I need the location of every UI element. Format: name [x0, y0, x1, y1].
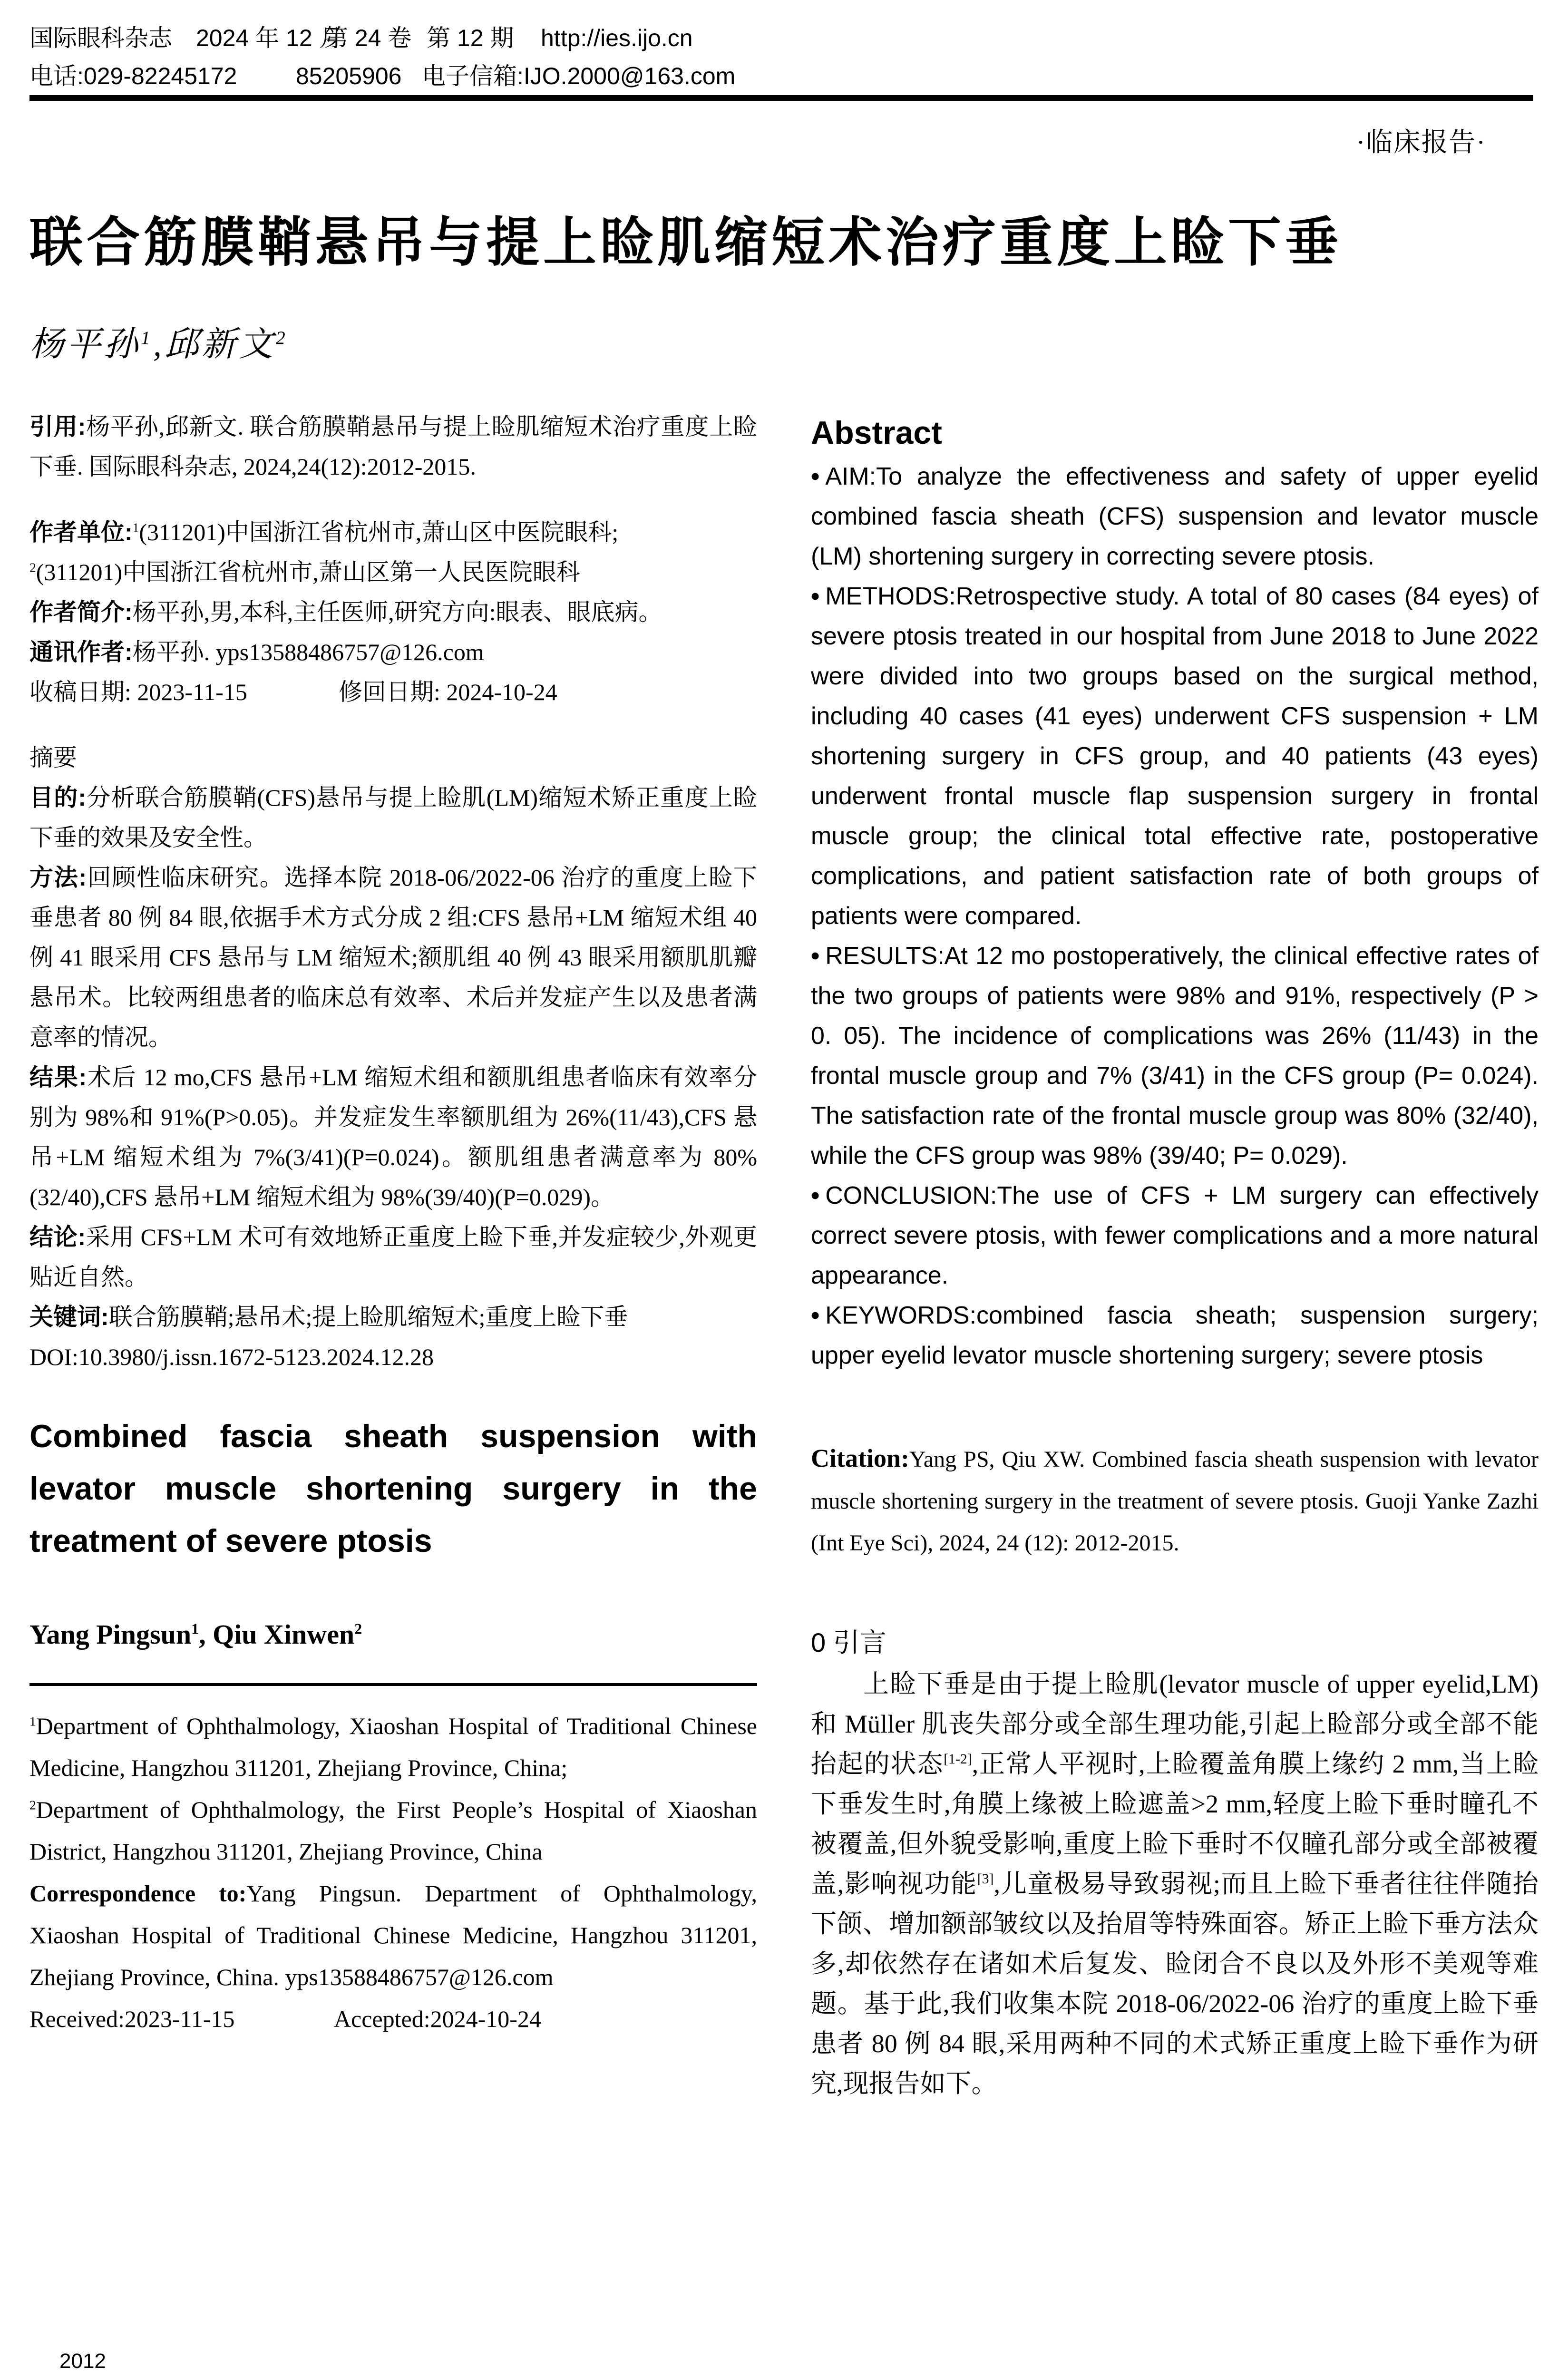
affiliation-label: 作者单位:: [29, 519, 133, 546]
conclusion-cn: [29, 1217, 757, 1297]
column-label: ·临床报告·: [1356, 128, 1486, 157]
methods-en-label: METHODS:: [825, 583, 956, 610]
en-affiliation-2: [29, 1789, 757, 1872]
issue-date: 2024 年 12 月: [196, 25, 343, 51]
en-author-2-sup: 2: [354, 1620, 362, 1637]
keywords-cn-label: 关键词:: [29, 1304, 109, 1330]
accepted-en: Accepted:2024-10-24: [334, 2006, 541, 2032]
aim-cn-label: 目的:: [29, 784, 87, 811]
bullet-icon: •: [811, 583, 820, 610]
intro-text-2: ,正常人平视时,上睑覆盖角膜上缘约 2 mm,当上睑下垂发生时,角膜上缘被上睑遮盖>2 mm,轻度上睑下垂时瞳孔不被覆盖,但外貌受影响,重度上睑下垂时不仅瞳孔部分或全部被覆盖,影响视功能: [811, 1750, 1539, 1898]
en-author-1: Yang Pingsun: [29, 1619, 192, 1650]
bullet-icon: •: [811, 463, 820, 490]
conclusion-cn-label: 结论:: [29, 1224, 86, 1250]
journal-name: 国际眼科杂志: [29, 25, 172, 51]
bullet-icon: •: [811, 1182, 820, 1209]
article-title-en: Combined fascia sheath suspension with levator muscle shortening surgery in the treatment of severe ptosis: [29, 1418, 757, 1559]
reference-link-2[interactable]: [3]: [977, 1871, 994, 1887]
bullet-icon: •: [811, 1302, 820, 1329]
intro-paragraph: [811, 1664, 1539, 2104]
corresponding-author: [29, 632, 757, 672]
en-author-1-sup: 1: [191, 1620, 199, 1637]
en-affil-1-sup: 1: [29, 1714, 36, 1729]
citation-en: [811, 1437, 1539, 1564]
en-affil-2-sup: 2: [29, 1797, 36, 1812]
keywords-en: [811, 1296, 1539, 1375]
citation-en-text: Yang PS, Qiu XW. Combined fascia sheath suspension with levator muscle shortening surgery in the treatment of severe ptosis. Guoji Yanke Zazhi (Int Eye Sci), 2024, 24 (12): 2012-2015.: [811, 1447, 1539, 1556]
affiliations-en: [29, 1705, 757, 2040]
affiliation-1: (311201)中国浙江省杭州市,萧山区中医院眼科;: [139, 519, 619, 546]
phone: 电话:029-82245172: [29, 63, 237, 89]
conclusion-en: [811, 1176, 1539, 1296]
corr-en-label: Correspondence to:: [29, 1880, 247, 1907]
methods-cn-label: 方法:: [29, 864, 87, 891]
aim-cn: [29, 778, 757, 857]
citation-cn: [29, 407, 757, 487]
results-cn: [29, 1057, 757, 1217]
header-rule: [29, 95, 1533, 101]
en-author-2: Qiu Xinwen: [213, 1619, 355, 1650]
keywords-en-text: combined fascia sheath; suspension surgery; upper eyelid levator muscle shortening surgery; severe ptosis: [811, 1302, 1539, 1369]
authors-cn: [29, 316, 288, 366]
affil-1-sup: 1: [132, 520, 139, 535]
methods-cn: [29, 857, 757, 1057]
results-en: [811, 936, 1539, 1176]
author-2-affil: 2: [275, 327, 288, 348]
author-2: 邱新文: [164, 325, 276, 363]
results-cn-text: 术后 12 mo,CFS 悬吊+LM 缩短术组和额肌组患者临床有效率分别为 98%和 91%(P>0.05)。并发症发生率额肌组为 26%(11/43),CFS 悬吊+LM 缩短术组为 7%(3/41)(P=0.024)。额肌组患者满意率为 80%(32/40),CFS 悬吊+LM 缩短术组为 98%(39/40)(P=0.029)。: [29, 1064, 757, 1210]
en-affiliation-1: [29, 1705, 757, 1789]
page-number: 2012: [59, 2349, 106, 2373]
running-header: [29, 19, 876, 95]
en-author-sep: ,: [199, 1619, 213, 1650]
aim-en: [811, 457, 1539, 576]
intro-text-1: 上睑下垂是由于提上睑肌(levator muscle of upper eyelid,LM)和 Müller 肌丧失部分或全部生理功能,引起上睑部分或全部不能抬起的状态: [811, 1670, 1539, 1778]
phone-2: 85205906: [296, 63, 402, 89]
bullet-icon: •: [811, 942, 820, 970]
left-column: [29, 407, 757, 2040]
abstract-heading-en: Abstract: [811, 415, 942, 451]
results-cn-label: 结果:: [29, 1064, 87, 1091]
conclusion-en-label: CONCLUSION:: [825, 1182, 997, 1209]
intro-text-3: ,儿童极易导致弱视;而且上睑下垂者往往伴随抬下颌、增加额部皱纹以及抬眉等特殊面容。矫正上睑下垂方法众多,却依然存在诸如术后复发、睑闭合不良以及外形不美观等难题。基于此,我们收集本院 2018-06/2022-06 治疗的重度上睑下垂患者 80 例 84 眼,采用两种不同的术式矫正重度上睑下垂作为研究,现报告如下。: [811, 1870, 1539, 2098]
received-date-cn: 收稿日期: 2023-11-15: [29, 679, 247, 705]
corr-label: 通讯作者:: [29, 639, 133, 665]
aim-en-label: AIM:: [825, 463, 877, 490]
abstract-heading-cn: 摘要: [29, 744, 77, 771]
revised-date-cn: 修回日期: 2024-10-24: [339, 679, 557, 705]
citation-cn-text: 杨平孙,邱新文. 联合筋膜鞘悬吊与提上睑肌缩短术治疗重度上睑下垂. 国际眼科杂志, 2024,24(12):2012-2015.: [29, 413, 758, 480]
bio-text: 杨平孙,男,本科,主任医师,研究方向:眼表、眼底病。: [132, 599, 662, 625]
affil-2-sup: 2: [29, 560, 36, 575]
affiliation-2: (311201)中国浙江省杭州市,萧山区第一人民医院眼科: [36, 559, 580, 585]
bio-label: 作者简介:: [29, 599, 133, 625]
right-column: [811, 409, 1539, 2104]
author-sep: ,: [153, 325, 165, 363]
corr-text[interactable]: 杨平孙. yps13588486757@126.com: [132, 639, 484, 665]
intro-heading: 0 引言: [811, 1627, 886, 1657]
methods-cn-text: 回顾性临床研究。选择本院 2018-06/2022-06 治疗的重度上睑下垂患者 80 例 84 眼,依据手术方式分成 2 组:CFS 悬吊+LM 缩短术组 40 例 41 眼采用 CFS 悬吊与 LM 缩短术;额肌组 40 例 43 眼采用额肌肌瓣悬吊术。比较两组患者的临床总有效率、术后并发症产生以及患者满意率的情况。: [29, 864, 757, 1051]
dates-en: [29, 1998, 757, 2040]
author-1: 杨平孙: [29, 325, 141, 363]
results-en-label: RESULTS:: [825, 942, 945, 970]
corr-en-text: Yang Pingsun. Department of Ophthalmology, Xiaoshan Hospital of Traditional Chinese Medicine, Hangzhou 311201, Zhejiang Province, China. yps13588486757@126.com: [29, 1880, 758, 1990]
received-en: Received:2023-11-15: [29, 2006, 235, 2032]
issue-number: 第 12 期: [427, 25, 514, 51]
article-title-cn: 联合筋膜鞘悬吊与提上睑肌缩短术治疗重度上睑下垂: [29, 213, 1342, 272]
conclusion-cn-text: 采用 CFS+LM 术可有效地矫正重度上睑下垂,并发症较少,外观更贴近自然。: [29, 1224, 757, 1290]
methods-en: [811, 576, 1539, 936]
correspondence-en: [29, 1872, 757, 1998]
aim-cn-text: 分析联合筋膜鞘(CFS)悬吊与提上睑肌(LM)缩短术矫正重度上睑下垂的效果及安全性。: [29, 784, 757, 851]
journal-url[interactable]: http://ies.ijo.cn: [541, 25, 693, 51]
authors-en: [29, 1615, 757, 1655]
conclusion-en-text: The use of CFS + LM surgery can effectively correct severe ptosis, with fewer complications and a more natural appearance.: [811, 1182, 1539, 1289]
author-1-affil: 1: [141, 327, 153, 348]
methods-en-text: Retrospective study. A total of 80 cases (84 eyes) of severe ptosis treated in our hospital from June 2018 to June 2022 were divided into two groups based on the surgical method, including 40 cases (41 eyes) underwent CFS suspension + LM shortening surgery in CFS group, and 40 patients (43 eyes) underwent frontal muscle flap suspension surgery in frontal muscle group; the clinical total effective rate, postoperative complications, and patient satisfaction rate of both groups of patients were compared.: [811, 583, 1539, 930]
affiliations-cn: [29, 512, 757, 592]
citation-cn-label: 引用:: [29, 413, 86, 440]
citation-en-label: Citation:: [811, 1444, 909, 1472]
en-affil-2-text: Department of Ophthalmology, the First People’s Hospital of Xiaoshan District, Hangzhou 311201, Zhejiang Province, China: [29, 1796, 757, 1865]
keywords-cn-text: 联合筋膜鞘;悬吊术;提上睑肌缩短术;重度上睑下垂: [108, 1304, 628, 1330]
volume: 第 24 卷: [324, 25, 412, 51]
results-en-text: At 12 mo postoperatively, the clinical effective rates of the two groups of patients were 98% and 91%, respectively (P > 0. 05). The incidence of complications was 26% (11/43) in the frontal muscle group and 7% (3/41) in the CFS group (P= 0.024). The satisfaction rate of the frontal muscle group was 80% (32/40), while the CFS group was 98% (39/40; P= 0.029).: [811, 942, 1539, 1169]
en-affil-1-text: Department of Ophthalmology, Xiaoshan Hospital of Traditional Chinese Medicine, Hangzhou 311201, Zhejiang Province, China;: [29, 1713, 757, 1781]
aim-en-text: To analyze the effectiveness and safety of upper eyelid combined fascia sheath (CFS) suspension and levator muscle (LM) shortening surgery in correcting severe ptosis.: [811, 463, 1539, 570]
keywords-cn: [29, 1297, 757, 1337]
keywords-en-label: KEYWORDS:: [825, 1302, 977, 1329]
dates-cn: [29, 672, 757, 712]
doi[interactable]: DOI:10.3980/j.issn.1672-5123.2024.12.28: [29, 1344, 434, 1370]
section-rule: [29, 1683, 757, 1686]
author-bio: [29, 592, 757, 632]
journal-email[interactable]: 电子信箱:IJO.2000@163.com: [422, 63, 736, 89]
reference-link-1[interactable]: [1-2]: [944, 1752, 972, 1767]
